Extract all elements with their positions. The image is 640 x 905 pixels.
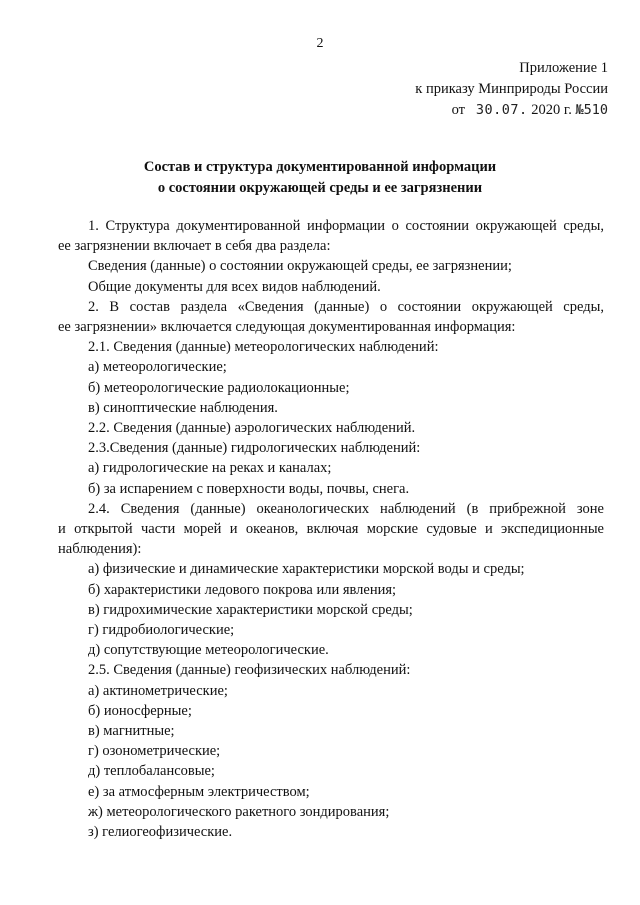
section-2-4-cont: наблюдения):: [58, 541, 142, 558]
document-body: [58, 216, 604, 842]
date-prefix: от: [451, 102, 466, 118]
list-item: б) характеристики ледового покрова или явления;: [88, 581, 397, 598]
paragraph-3: Общие документы для всех видов наблюдений.: [88, 278, 381, 295]
list-item: в) гидрохимические характеристики морской среды;: [88, 601, 413, 618]
appendix-header: [415, 58, 608, 121]
section-2-1: 2.1. Сведения (данные) метеорологических наблюдений:: [88, 339, 439, 356]
document-title: [0, 157, 640, 199]
paragraph-2: Сведения (данные) о состоянии окружающей среды, ее загрязнении;: [88, 258, 512, 275]
list-item: д) теплобалансовые;: [88, 763, 215, 780]
list-item: д) сопутствующие метеорологические.: [88, 642, 329, 659]
list-item: б) метеорологические радиолокационные;: [88, 379, 350, 396]
list-item: а) гидрологические на реках и каналах;: [88, 460, 332, 477]
section-2-3: 2.3.Сведения (данные) гидрологических наблюдений:: [88, 440, 421, 457]
section-2-4-cont: и открытой части морей и океанов, включая морские судовые и экспедиционные: [58, 521, 604, 538]
appendix-date-line: [415, 100, 608, 121]
list-item: б) ионосферные;: [88, 702, 192, 719]
list-item: ж) метеорологического ракетного зондирования;: [88, 803, 390, 820]
paragraph-4-cont: ее загрязнении» включается следующая документированная информация:: [58, 319, 516, 336]
appendix-order-ref: к приказу Минприроды России: [415, 81, 608, 97]
list-item: г) гидробиологические;: [88, 622, 235, 639]
section-2-2: 2.2. Сведения (данные) аэрологических наблюдений.: [88, 420, 416, 437]
appendix-title: Приложение 1: [519, 60, 608, 76]
paragraph-1: 1. Структура документированной информации о состоянии окружающей среды,: [88, 218, 604, 234]
section-2-5: 2.5. Сведения (данные) геофизических наблюдений:: [88, 662, 411, 679]
paragraph-1-cont: ее загрязнении включает в себя два раздела:: [58, 238, 331, 255]
list-item: е) за атмосферным электричеством;: [88, 783, 310, 800]
list-item: а) актинометрические;: [88, 682, 228, 699]
page-number: 2: [316, 36, 324, 51]
order-year: 2020 г.: [531, 102, 572, 118]
order-date: 30.07.: [475, 102, 528, 118]
title-line-2: о состоянии окружающей среды и ее загрязнении: [157, 180, 483, 196]
list-item: в) магнитные;: [88, 723, 175, 740]
list-item: б) за испарением с поверхности воды, почвы, снега.: [88, 480, 410, 497]
list-item: а) метеорологические;: [88, 359, 227, 376]
list-item: в) синоптические наблюдения.: [88, 399, 278, 416]
list-item: а) физические и динамические характеристики морской воды и среды;: [88, 561, 525, 578]
paragraph-4: 2. В состав раздела «Сведения (данные) о состоянии окружающей среды,: [88, 298, 604, 315]
order-number: №510: [575, 102, 608, 118]
list-item: г) озонометрические;: [88, 743, 221, 760]
title-line-1: Состав и структура документированной информации: [143, 159, 497, 175]
section-2-4: 2.4. Сведения (данные) океанологических наблюдений (в прибрежной зоне: [88, 500, 604, 517]
list-item: з) гелиогеофизические.: [88, 824, 233, 841]
